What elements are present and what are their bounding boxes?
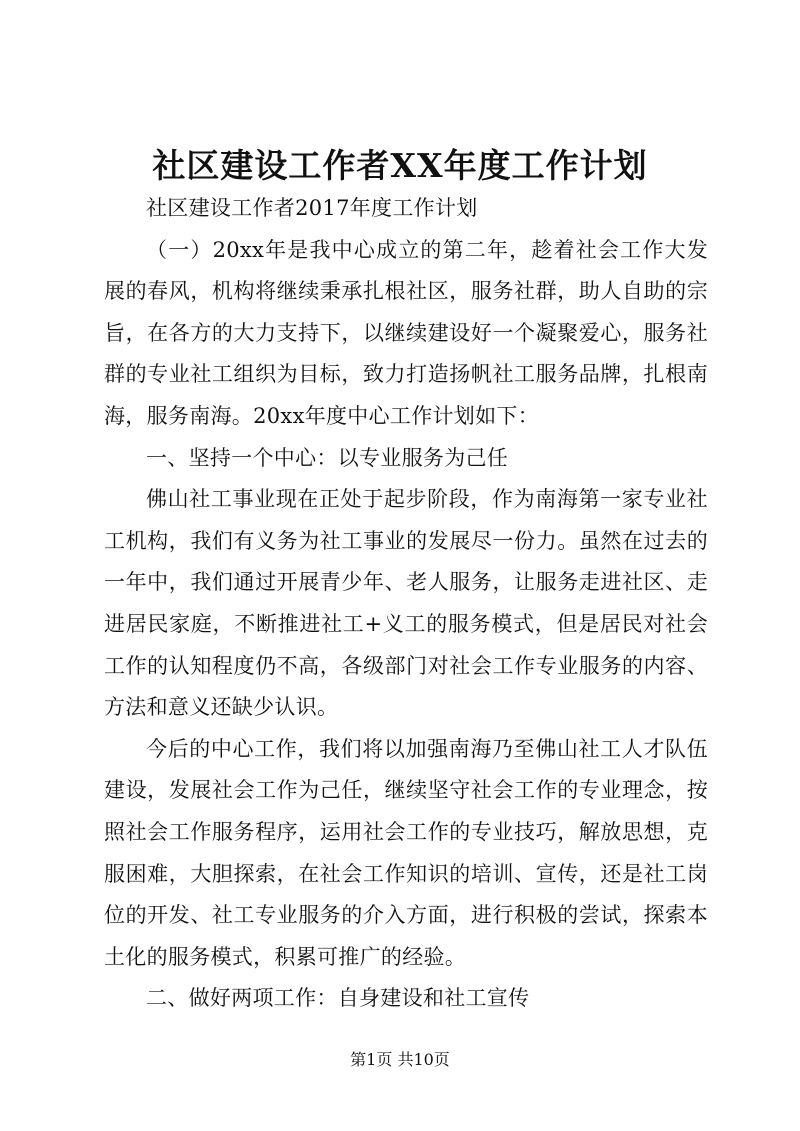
paragraph: 二、做好两项工作：自身建设和社工宣传 xyxy=(146,986,530,1011)
paragraph: 佛山社工事业现在正处于起步阶段，作为南海第一家专业社工机构，我们有义务为社工事业的发展尽一份力。虽然在过去的一年中，我们通过开展青少年、老人服务，让服务走进社区、走进居民家庭，不断推进社工+义工的服务模式，但是居民对社会工作的认知程度仍不高，各级部门对社会工作专业服务的内容、方法和意义还缺少认识。 xyxy=(104,487,708,720)
page-footer: 第1页 共10页 xyxy=(350,1050,450,1069)
paragraph: 今后的中心工作，我们将以加强南海乃至佛山社工人才队伍建设，发展社会工作为己任，继续坚守社会工作的专业理念，按照社会工作服务程序，运用社会工作的专业技巧，解放思想，克服困难，大胆探索，在社会工作知识的培训、宣传，还是社工岗位的开发、社工专业服务的介入方面，进行积极的尝试，探索本土化的服务模式，积累可推广的经验。 xyxy=(104,736,708,969)
paragraph: 一、坚持一个中心：以专业服务为己任 xyxy=(146,445,509,470)
document-title: 社区建设工作者XX年度工作计划 xyxy=(152,146,648,185)
paragraph: 社区建设工作者2017年度工作计划 xyxy=(146,196,478,220)
document-body xyxy=(104,188,708,1020)
paragraph: （一）20xx年是我中心成立的第二年，趁着社会工作大发展的春风，机构将继续秉承扎根社区，服务社群，助人自助的宗旨，在各方的大力支持下，以继续建设好一个凝聚爱心，服务社群的专业社工组织为目标，致力打造扬帆社工服务品牌，扎根南海，服务南海。20xx年度中心工作计划如下： xyxy=(104,237,708,428)
